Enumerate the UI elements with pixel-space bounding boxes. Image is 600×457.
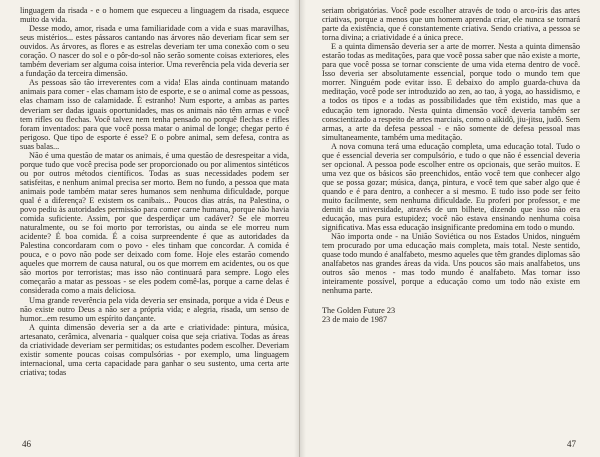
paragraph: Não importa onde - na União Soviética ou nos Estados Unidos, ninguém tem procurado por uma educação mais completa, mais total. Neste sentido, quase todo mundo é analfabeto, mesmo aqueles que têm grandes diplomas são analfabetos nas grandes áreas da vida. Uns poucos são mais analfabetos, uns outros são menos - mas todo mundo é analfabeto. Mas tornar isso inteiramente possível, porque a educação como um todo não existe em nenhuma parte. — [322, 232, 580, 296]
left-page-text — [20, 6, 289, 377]
paragraph: Desse modo, amor, risada e uma familiaridade com a vida e suas maravilhas, seus mistérios... estes pássaros cantando nas árvores não deveriam ficar sem ser ouvidos. As árvores, as flores e as estrelas deveriam ter uma conexão com o seu coração. O nascer do sol e o pôr-do-sol não serão somente coisas exteriores, eles também deveriam ser alguma coisa interior. Uma reverência pela vida deveria ser a fundação da terceira dimensão. — [20, 24, 289, 79]
paragraph: As pessoas são tão irreverentes com a vida! Elas ainda continuam matando animais para comer - elas chamam isto de esporte, e se o animal come as pessoas, elas chamam isso de calamidade. É estranho! Num esporte, a ambas as partes deveriam ser dadas iguais oportunidades, mas os animais não têm armas e você tem rifles ou flechas. Você talvez nem tenha pensado no porquê flechas e rifles foram inventados: para que você possa matar o animal de longe; chegar perto é perigoso. Que tipo de esporte é esse? E o pobre animal, sem defesa, contra as suas balas... — [20, 78, 289, 151]
source-title: The Golden Future 23 — [322, 305, 396, 315]
paragraph: Uma grande reverência pela vida deveria ser ensinada, porque a vida é Deus e não existe outro Deus a não ser a própria vida; e alegria, risada, um senso de humor...em resumo um espírito dançante. — [20, 295, 289, 323]
source-date: 23 de maio de 1987 — [322, 314, 388, 324]
paragraph: Não é uma questão de matar os animais, é uma questão de desrespeitar a vida, porque tudo que você precisa pode ser proporcionado ou por alimentos sintéticos ou por outros métodos científicos. Todas as suas necessidades podem ser satisfeitas, e nenhum animal precisa ser morto. Bem no fundo, a pessoa que mata animais pode também matar seres humanos sem nenhuma dificuldade, porque qual é a diferença? E existem os canibais... Poucos dias atrás, na Palestina, o povo pediu às autoridades permissão para comer carne humana, porque não havia comida suficiente. Assim, por que desperdiçar um cadáver? Se ele morreu naturalmente, ou se foi morto por terroristas, ou ainda se ele morreu num acidente? É boa comida. É a coisa surpreendente é que as autoridades da Palestina concordaram com o povo - eles tinham que concordar. A comida é pouca, e o povo não pode ser deixado com fome. Hoje eles estarão comendo aqueles que morrem de causa natural, ou os que morrem em acidentes, ou os que são mortos por terroristas; mas isso não continuará para sempre. Logo eles começarão a matar as pessoas - se eles podem comê-las, porque a carne delas é considerada como a mais deliciosa. — [20, 150, 289, 296]
page-number-left: 46 — [22, 439, 31, 449]
paragraph: A nova comuna terá uma educação completa, uma educação total. Tudo o que é essencial deveria ser compulsório, e tudo o que não é essencial deveria ser opcional. A pessoa pode escolher entre os opcionais, que serão muitos. E uma vez que os básicos são preenchidos, então você tem que conhecer algo que se possa gozar; música, dança, pintura, e você tem que saber algo que é quando e é para dentro, a conhecer a si mesmo. E tudo isso pode ser feito muito facilmente, sem nenhuma dificuldade. Eu proferi por professor, e me demiti da universidade, através de um bilhete, dizendo que isso não era educação, mas pura estupidez; você não estava ensinando nenhuma coisa significativa. Mas essa educação insignificante predomina em todo o mundo. — [322, 141, 580, 233]
source-signature — [322, 306, 580, 324]
paragraph: A quinta dimensão deveria ser a da arte e criatividade: pintura, música, artesanato, cerâmica, alvenaria - qualquer coisa que seja criativa. Todas as áreas da criatividade deveriam ser permitidas; os estudantes podem escolher. Deveriam existir somente poucas coisas compulsórias - por exemplo, uma linguagem internacional, uma certa capacidade para ganhar o seu sustento, uma certa arte criativa; todas — [20, 322, 289, 377]
paragraph: E a quinta dimensão deveria ser a arte de morrer. Nesta a quinta dimensão estarão todas as meditações, para que você possa saber que não existe a morte, para que você possa se tornar consciente de uma vida eterna dentro de você. Isso deveria ser absolutamente essencial, porque todo o mundo tem que morrer. Ninguém pode evitar isso. E debaixo do amplo guarda-chuva da meditação, você pode ser introduzido ao zen, ao tao, à yoga, ao hassidismo, e a todos os tipos e a todas as possibilidades que têm existido, mas que a educação tem ignorado. Nesta quinta dimensão você deveria também ser conscientizado a respeito de artes marciais, como o aikidô, jiu-jitsu, judô. Sem armas, a arte da defesa pessoal - e não somente de defesa pessoal mas simultaneamente, também uma meditação. — [322, 42, 580, 142]
right-page — [300, 0, 600, 457]
page-number-right: 47 — [567, 439, 576, 449]
paragraph: linguagem da risada - e o homem que esqueceu a linguagem da risada, esquece muito da vida. — [20, 6, 289, 25]
paragraph: seriam obrigatórias. Você pode escolher através de todo o arco-íris das artes criativas, porque a menos que um homem aprenda criar, ele nunca se tornará parte da existência, que é constantemente criativa. Sendo criativa, a pessoa se torna divina; a criatividade é a única prece. — [322, 6, 580, 43]
right-page-text — [322, 6, 580, 296]
